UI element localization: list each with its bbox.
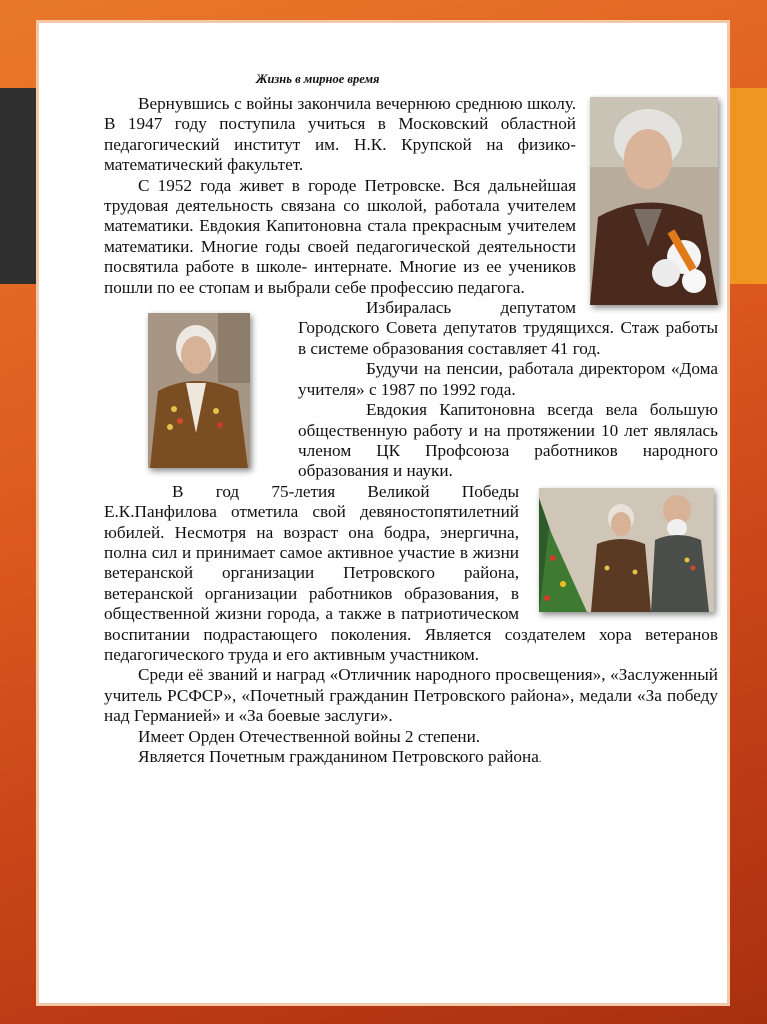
page-content bbox=[104, 72, 718, 770]
paragraph-5: Евдокия Капитоновна всегда вела большую общественную работу и на протяжении 10 лет являлась членом ЦК Профсоюза работников народного образования и науки. bbox=[298, 400, 718, 481]
paragraph-4: Будучи на пенсии, работала директором «Дома учителя» с 1987 по 1992 года. bbox=[298, 359, 718, 399]
paragraph-2: С 1952 года живет в городе Петровске. Вся дальнейшая трудовая деятельность связана со школой, работала учителем математики. Евдокия Капитоновна стала прекрасным учителем математики. Многие годы своей педагогической деятельности посвятила работе в школе- интернате. Многие из ее учеников пошли по ее стопам и выбрали себе профессию педагога. bbox=[104, 175, 576, 297]
right-decor-band bbox=[729, 88, 767, 284]
paragraph-1: Вернувшись с войны закончила вечернюю среднюю школу. В 1947 году поступила учиться в Московский областной педагогический институт им. Н.К. Крупской на физико-математический факультет. bbox=[104, 94, 576, 175]
paragraph-3: Избиралась депутатом Городского Совета депутатов трудящихся. Стаж работы в системе образования составляет 41 год. bbox=[298, 298, 718, 358]
photo-two-veterans-christmas-tree bbox=[539, 488, 714, 612]
paragraph-8: Имеет Орден Отечественной войны 2 степени. bbox=[138, 726, 481, 746]
paragraph-9-final-dot: . bbox=[538, 754, 542, 765]
section-heading: Жизнь в мирное время bbox=[256, 72, 380, 86]
document-page bbox=[36, 20, 730, 1006]
portrait-photo-with-medals bbox=[148, 313, 250, 468]
left-decor-band bbox=[0, 88, 36, 284]
portrait-photo-elderly-woman bbox=[590, 97, 718, 305]
paragraph-6: В год 75-летия Великой Победы Е.К.Панфилова отметила свой девяностопятилетний юбилей. Несмотря на возраст она бодра, энергична, полна сил и принимает самое активное участие в жизни ветеранской организации Петровского района, ветеранской организации работников образования, в общественной жизни города, а также в патриотическом воспитании подрастающего поколения. Является создателем хора ветеранов педагогического труда и его активным участником. bbox=[104, 481, 718, 664]
paragraph-7: Среди её званий и наград «Отличник народного просвещения», «Заслуженный учитель РСФСР», «Почетный гражданин Петровского района», медали «За победу над Германией» и «За боевые заслуги». bbox=[104, 665, 718, 726]
paragraph-9-text: Является Почетным гражданином Петровского района bbox=[138, 747, 539, 766]
paragraph-9 bbox=[104, 747, 718, 770]
